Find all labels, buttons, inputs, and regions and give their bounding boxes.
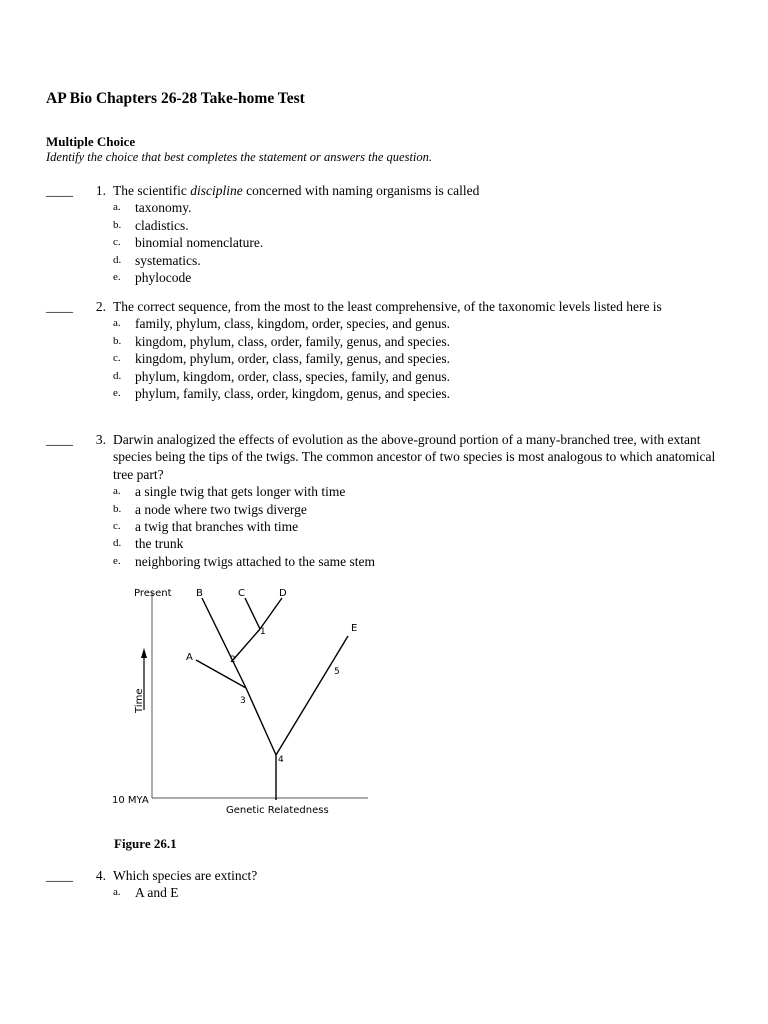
- document-title: AP Bio Chapters 26-28 Take-home Test: [46, 90, 305, 107]
- choice-b[interactable]: [46, 217, 726, 234]
- choice-a[interactable]: [46, 483, 726, 500]
- question-3: [46, 431, 726, 570]
- choice-text: kingdom, phylum, order, class, family, genus, and species.: [135, 351, 451, 367]
- branch-1-d: [260, 598, 282, 629]
- choice-text: systematics.: [135, 252, 201, 268]
- choice-b[interactable]: [46, 501, 726, 518]
- choice-text: kingdom, phylum, class, order, family, genus, and species.: [135, 333, 451, 349]
- choice-text: a twig that branches with time: [135, 519, 299, 535]
- question-text: The scientific discipline concerned with naming organisms is called: [113, 183, 480, 198]
- species-d-label: D: [279, 588, 287, 599]
- tree-branches: [196, 598, 348, 800]
- choice-c[interactable]: [46, 234, 726, 251]
- choice-e[interactable]: [46, 269, 726, 286]
- question-number: 4.: [95, 868, 106, 883]
- choice-c[interactable]: [46, 350, 726, 367]
- species-a-label: A: [186, 652, 193, 663]
- choice-text: A and E: [135, 885, 179, 901]
- figure-caption: Figure 26.1: [114, 836, 177, 851]
- choice-text: neighboring twigs attached to the same stem: [135, 553, 375, 569]
- choice-e[interactable]: [46, 553, 726, 570]
- choice-label: c.: [113, 236, 121, 249]
- instructions: Identify the choice that best completes the statement or answers the question.: [46, 150, 433, 164]
- question-text: The correct sequence, from the most to the least comprehensive, of the taxonomic levels listed here is: [113, 299, 662, 314]
- choice-label: a.: [113, 201, 121, 214]
- choice-text: the trunk: [135, 536, 184, 552]
- choice-text: phylocode: [135, 270, 192, 286]
- choice-label: c.: [113, 352, 121, 365]
- choice-a[interactable]: [46, 199, 726, 216]
- emphasized-word: discipline: [190, 183, 243, 198]
- node-1-label: 1: [260, 627, 266, 637]
- choice-b[interactable]: [46, 333, 726, 350]
- choice-text: binomial nomenclature.: [135, 235, 264, 251]
- choice-label: b.: [113, 502, 122, 515]
- choice-label: a.: [113, 317, 121, 330]
- node-3-label: 3: [240, 696, 246, 706]
- choice-label: b.: [113, 218, 122, 231]
- branch-2-1: [233, 629, 260, 660]
- choice-d[interactable]: [46, 535, 726, 552]
- species-b-label: B: [196, 588, 203, 599]
- choice-a[interactable]: [46, 884, 726, 901]
- section-title: Multiple Choice: [46, 134, 136, 149]
- branch-3-b: [202, 598, 246, 688]
- choice-d[interactable]: [46, 368, 726, 385]
- choice-text: taxonomy.: [135, 200, 192, 216]
- answer-blank-3[interactable]: ____: [46, 432, 73, 447]
- past-label: 10 MYA: [112, 795, 149, 806]
- phylogenetic-tree-figure: [108, 580, 378, 820]
- y-axis-label: Time: [134, 688, 145, 713]
- species-c-label: C: [238, 588, 245, 599]
- choice-label: a.: [113, 886, 121, 899]
- answer-blank-4[interactable]: ____: [46, 868, 73, 883]
- x-axis-label: Genetic Relatedness: [226, 805, 329, 816]
- branch-4-3: [246, 688, 276, 755]
- choice-label: d.: [113, 369, 122, 382]
- branch-1-c: [245, 598, 260, 629]
- choice-label: c.: [113, 520, 121, 533]
- choice-e[interactable]: [46, 385, 726, 402]
- question-number: 3.: [95, 432, 106, 447]
- question-1: [46, 182, 726, 286]
- choice-text: phylum, family, class, order, kingdom, genus, and species.: [135, 386, 451, 402]
- present-label: Present: [134, 588, 172, 599]
- choice-text: phylum, kingdom, order, class, species, family, and genus.: [135, 368, 451, 384]
- question-number: 1.: [95, 183, 106, 198]
- choice-d[interactable]: [46, 252, 726, 269]
- choice-label: e.: [113, 554, 121, 567]
- answer-blank-1[interactable]: ____: [46, 183, 73, 198]
- question-2: [46, 298, 726, 402]
- choice-label: a.: [113, 485, 121, 498]
- question-text: Darwin analogized the effects of evolution as the above-ground portion of a many-branched tree, with extant species being the tips of the twigs. The common ancestor of two species is most analogous to which anatomical tree part?: [113, 432, 716, 482]
- branch-4-e: [276, 636, 348, 755]
- choice-text: a single twig that gets longer with time: [135, 484, 346, 500]
- node-5-label: 5: [334, 667, 340, 677]
- choice-a[interactable]: [46, 315, 726, 332]
- time-arrow-head: [141, 648, 147, 658]
- question-4: [46, 867, 726, 902]
- node-4-label: 4: [278, 755, 284, 765]
- answer-blank-2[interactable]: ____: [46, 299, 73, 314]
- choice-label: e.: [113, 271, 121, 284]
- choice-text: cladistics.: [135, 217, 189, 233]
- choice-label: e.: [113, 387, 121, 400]
- choice-text: a node where two twigs diverge: [135, 501, 307, 517]
- question-text: Which species are extinct?: [113, 868, 258, 883]
- choice-c[interactable]: [46, 518, 726, 535]
- choice-text: family, phylum, class, kingdom, order, species, and genus.: [135, 316, 451, 332]
- choice-label: d.: [113, 253, 122, 266]
- question-number: 2.: [95, 299, 106, 314]
- species-e-label: E: [351, 623, 358, 634]
- choice-label: b.: [113, 334, 122, 347]
- node-2-label: 2: [230, 655, 236, 665]
- choice-label: d.: [113, 537, 122, 550]
